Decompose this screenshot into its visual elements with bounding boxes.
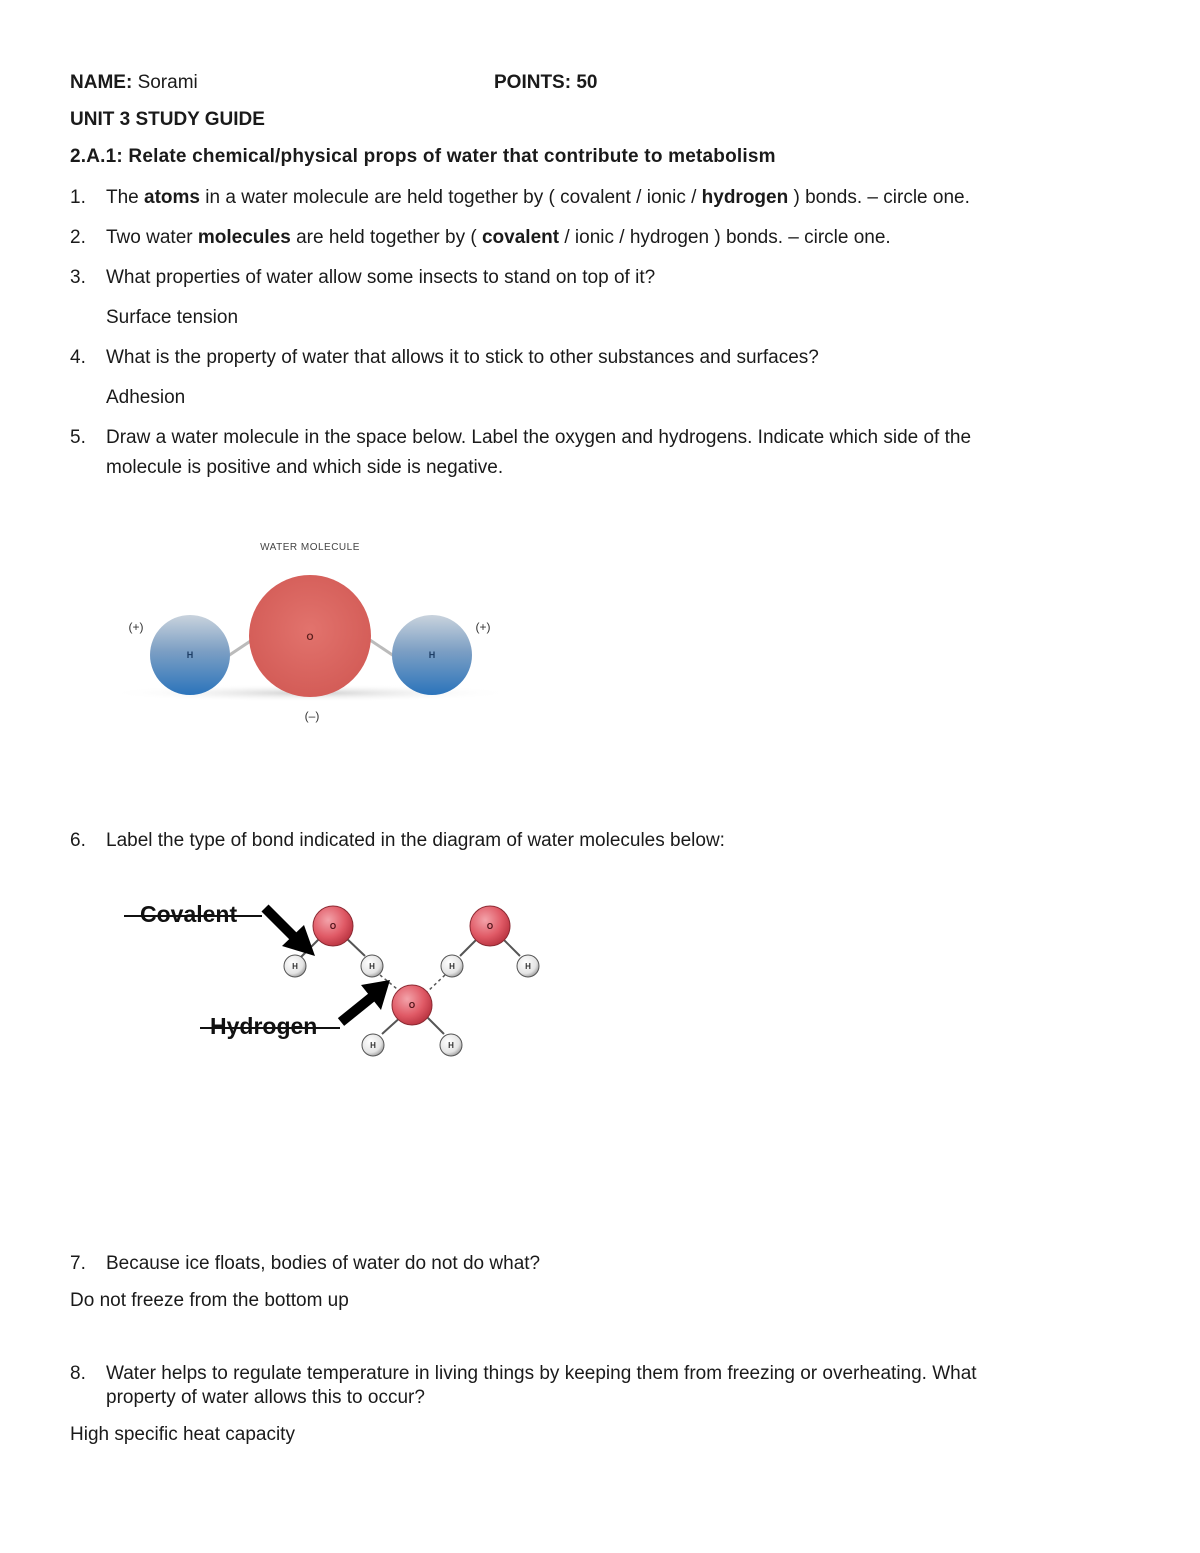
name-label: NAME: [70, 72, 133, 93]
question-number: 6. [70, 830, 86, 851]
hydrogen-label: H [370, 1041, 376, 1050]
hydrogen-label: H [448, 1041, 454, 1050]
covalent-label: Covalent [140, 901, 238, 927]
question-text: ) bonds. – circle one. [788, 187, 970, 208]
hydrogen-label: H [449, 962, 455, 971]
emphasis-text: atoms [144, 187, 200, 208]
positive-charge-right: (+) [475, 620, 491, 634]
question-text: Draw a water molecule in the space below. Label the oxygen and hydrogens. Indicate which side of the [106, 427, 972, 448]
question-number: 2. [70, 227, 86, 248]
circled-answer: hydrogen [701, 187, 789, 208]
question-text: Label the type of bond indicated in the diagram of water molecules below: [106, 830, 725, 851]
question-text: in a water molecule are held together by ( covalent / ionic / [200, 187, 702, 208]
covalent-arrow [265, 908, 315, 956]
hydrogen-bond-label: Hydrogen [210, 1013, 318, 1039]
bond-line [370, 640, 394, 656]
negative-charge: (–) [304, 709, 320, 723]
hydrogen-bond-arrow [341, 980, 390, 1022]
bond-diagram [110, 890, 560, 1070]
page-title: UNIT 3 STUDY GUIDE [70, 109, 265, 130]
question-text: / ionic / hydrogen ) bonds. – circle one. [559, 227, 891, 248]
answer-7: Do not freeze from the bottom up [70, 1290, 349, 1311]
name-field [70, 71, 198, 95]
question-text: are held together by ( [290, 227, 482, 248]
question-text: Water helps to regulate temperature in living things by keeping them from freezing or overheating. What [106, 1363, 977, 1384]
standard-heading: 2.A.1: Relate chemical/physical props of water that contribute to metabolism [70, 146, 776, 167]
question-text: Because ice floats, bodies of water do not do what? [106, 1253, 541, 1274]
question-5-continued: molecule is positive and which side is negative. [106, 457, 504, 478]
question-text: What is the property of water that allows it to stick to other substances and surfaces? [106, 347, 819, 368]
bond-line [228, 640, 252, 656]
oxygen-label: O [329, 922, 337, 931]
name-value: Sorami [137, 72, 198, 93]
question-number: 1. [70, 187, 86, 208]
question-number: 8. [70, 1363, 86, 1384]
oxygen-label: O [408, 1001, 416, 1010]
molecule-title: WATER MOLECULE [260, 542, 360, 553]
question-number: 3. [70, 267, 86, 288]
question-text: What properties of water allow some insects to stand on top of it? [106, 267, 656, 288]
answer-4: Adhesion [106, 387, 186, 408]
oxygen-label: O [486, 922, 494, 931]
question-8-continued: property of water allows this to occur? [106, 1387, 425, 1408]
oxygen-label: O [306, 632, 314, 642]
question-number: 4. [70, 347, 86, 368]
positive-charge-left: (+) [128, 620, 144, 634]
hydrogen-label: H [525, 962, 531, 971]
points-label: POINTS: 50 [494, 72, 598, 93]
hydrogen-label: H [292, 962, 298, 971]
question-number: 5. [70, 427, 86, 448]
question-number: 7. [70, 1253, 86, 1274]
hydrogen-label: H [369, 962, 375, 971]
answer-8: High specific heat capacity [70, 1424, 295, 1445]
hydrogen-label-right: H [428, 650, 436, 660]
emphasis-text: molecules [197, 227, 291, 248]
question-text: The [106, 187, 145, 208]
answer-3: Surface tension [106, 307, 239, 328]
question-text: Two water [106, 227, 198, 248]
water-molecule-diagram [100, 530, 530, 730]
circled-answer: covalent [481, 227, 560, 248]
hydrogen-label-left: H [186, 650, 194, 660]
